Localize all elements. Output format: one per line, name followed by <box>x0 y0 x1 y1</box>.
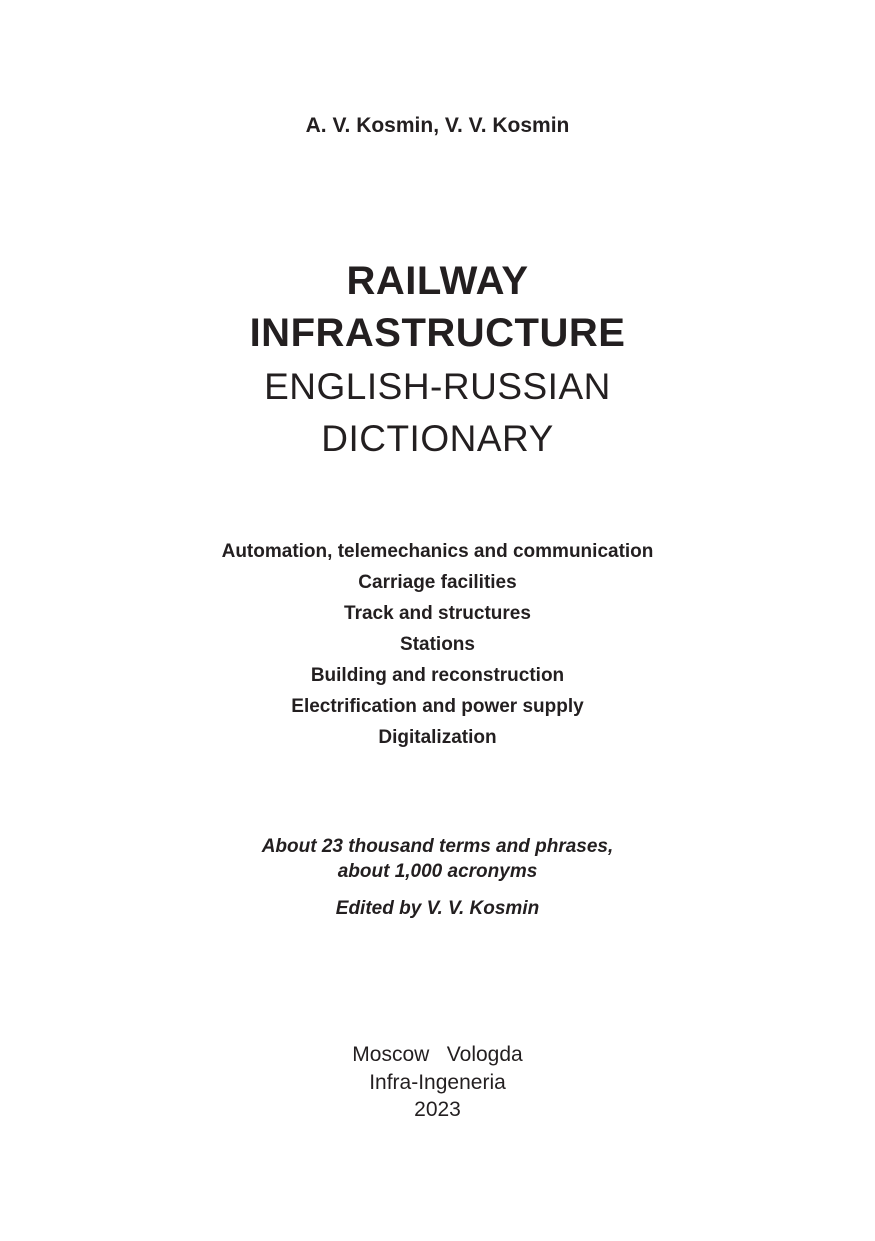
topic-item: Carriage facilities <box>358 572 517 593</box>
subtitle-line-1: ENGLISH-RUSSIAN <box>264 366 611 407</box>
editor-credit: Edited by V. V. Kosmin <box>335 898 540 919</box>
terms-count-line-1: About 23 thousand terms and phrases, <box>261 836 614 857</box>
imprint-cities: Moscow Vologda <box>352 1043 523 1066</box>
topic-item: Stations <box>400 634 475 655</box>
authors: A. V. Kosmin, V. V. Kosmin <box>305 114 570 137</box>
subtitle-line-2: DICTIONARY <box>321 418 554 459</box>
title-line-1: RAILWAY <box>346 259 529 303</box>
imprint-publisher: Infra-Ingeneria <box>369 1071 506 1094</box>
topic-item: Building and reconstruction <box>310 665 565 686</box>
imprint-year: 2023 <box>414 1098 461 1121</box>
title-line-2: INFRASTRUCTURE <box>249 311 626 355</box>
terms-count-line-2: about 1,000 acronyms <box>337 861 538 882</box>
topic-item: Electrification and power supply <box>291 696 584 717</box>
topic-item: Automation, telemechanics and communication <box>221 541 654 562</box>
topic-item: Digitalization <box>378 727 497 748</box>
topic-item: Track and structures <box>344 603 531 624</box>
